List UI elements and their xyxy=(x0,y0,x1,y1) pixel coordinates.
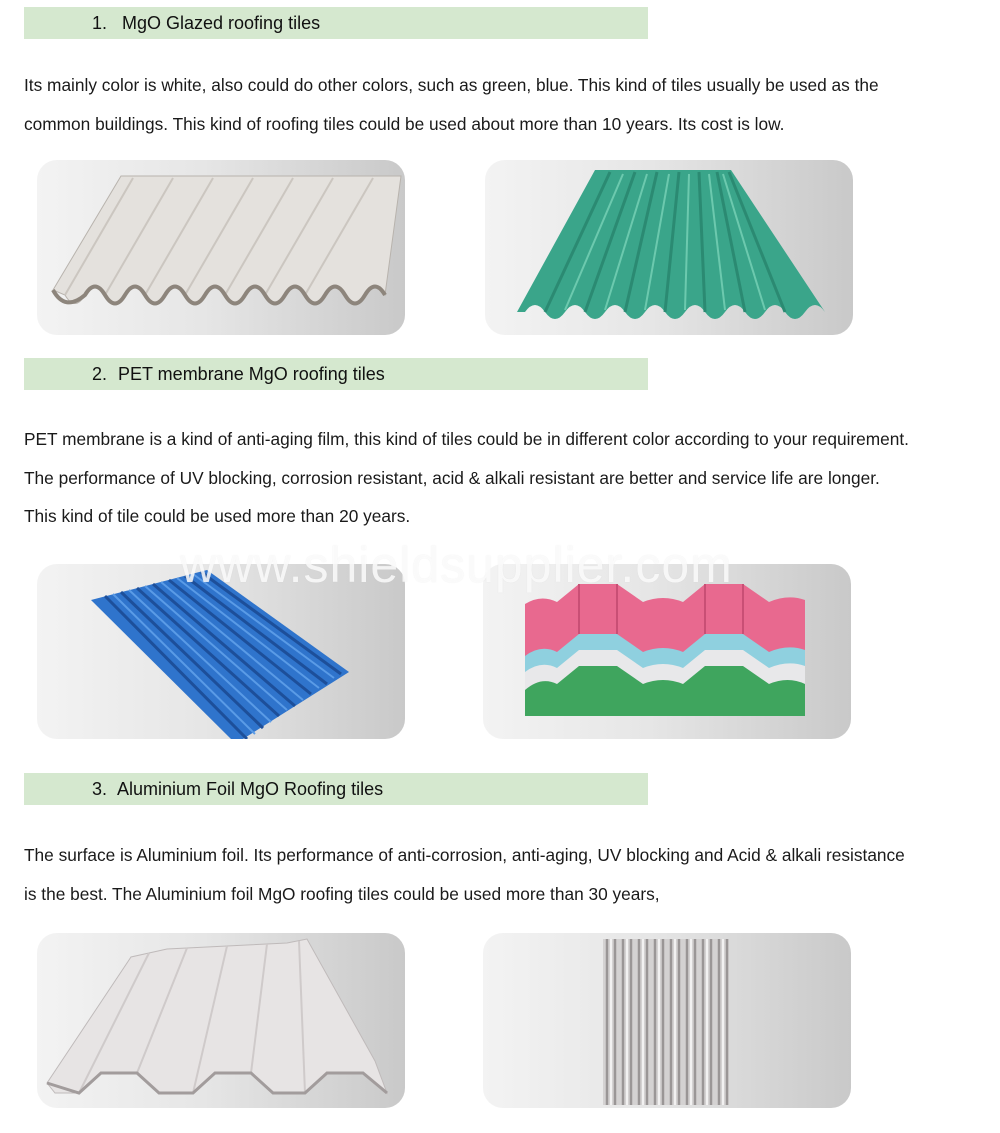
paragraph-line: The surface is Aluminium foil. Its performance of anti-corrosion, anti-aging, UV blocking and Acid & alkali resistance xyxy=(24,845,905,865)
section-title: MgO Glazed roofing tiles xyxy=(122,13,321,33)
section-3-description xyxy=(24,836,984,913)
paragraph-line: This kind of tile could be used more than 20 years. xyxy=(24,506,411,526)
section-1-heading xyxy=(24,7,648,39)
section-title: PET membrane MgO roofing tiles xyxy=(118,364,385,384)
aluminium-tile-image xyxy=(37,933,405,1108)
aluminium-corrugated-tile-top-view-illustration xyxy=(483,933,851,1108)
section-1-description xyxy=(24,66,984,143)
aluminium-trapezoidal-tile-illustration xyxy=(37,933,405,1108)
section-number: 3. xyxy=(92,779,108,799)
white-glazed-tile-image xyxy=(37,160,405,335)
aluminium-foil-tile-image xyxy=(483,933,851,1108)
paragraph-line: is the best. The Aluminium foil MgO roofing tiles could be used more than 30 years, xyxy=(24,883,660,904)
paragraph-line: Its mainly color is white, also could do other colors, such as green, blue. This kind of tiles usually be used as the xyxy=(24,75,879,95)
section-title: Aluminium Foil MgO Roofing tiles xyxy=(117,779,384,799)
section-number: 1. xyxy=(92,13,108,33)
paragraph-line: The performance of UV blocking, corrosion resistant, acid & alkali resistant are better and service life are longer. xyxy=(24,467,880,488)
section-number: 2. xyxy=(92,364,108,384)
watermark-text: www.shieldsupplier.com xyxy=(180,537,733,593)
paragraph-line: PET membrane is a kind of anti-aging film, this kind of tiles could be in different color according to your requirement. xyxy=(24,429,909,449)
green-glazed-tile-image xyxy=(485,160,853,335)
green-glazed-corrugated-tile-illustration xyxy=(485,160,853,335)
paragraph-line: common buildings. This kind of roofing tiles could be used about more than 10 years. Its cost is low. xyxy=(24,113,785,134)
section-3-heading xyxy=(24,773,648,805)
section-2-heading xyxy=(24,358,648,390)
section-2-description xyxy=(24,420,984,536)
white-glazed-corrugated-tile-illustration xyxy=(37,160,405,335)
